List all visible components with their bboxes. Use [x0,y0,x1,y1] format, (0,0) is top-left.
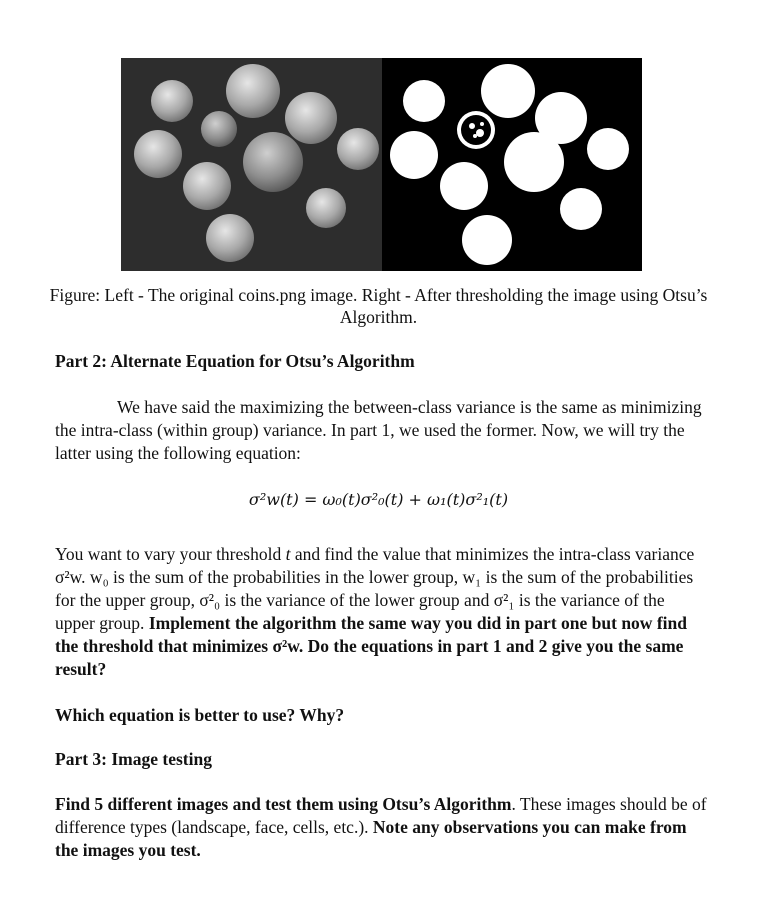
part2-heading: Part 2: Alternate Equation for Otsu’s Algorithm [55,351,415,371]
part2-body-bold: Implement the algorithm the same way you did in part one but now find the threshold that minimizes σ²w. Do the equations in part 1 and 2 give you the same result? [55,613,687,679]
part2-question: Which equation is better to use? Why? [55,705,345,725]
coins-figure [121,58,642,271]
part2-body [55,543,707,681]
figure-caption: Figure: Left - The original coins.png image. Right - After thresholding the image using Otsu’s Algorithm. [49,285,708,327]
part3-text-1: . These images should be of difference types (landscape, face, cells, etc.). [55,794,707,837]
otsu-equation: σ²w(t) = ω₀(t)σ²₀(t) + ω₁(t)σ²₁(t) [248,490,509,509]
part2-intro: We have said the maximizing the between-class variance is the same as minimizing the intra-class (within group) variance. In part 1, we used the former. Now, we will try the latter using the following equation: [55,397,702,463]
thresholded-coins-image [382,58,642,271]
part2-body-text-1: You want to vary your threshold [55,544,286,564]
part2-body-text-2: and find the value that minimizes the intra-class variance σ²w. w₀ is the sum of the probabilities in the lower group, w₁ is the sum of the probabilities for the upper group, σ²₀ is the variance of the lower group and σ²₁ is the variance of the upper group. [55,544,695,633]
part3-bold-1: Find 5 different images and test them using Otsu’s Algorithm [55,794,512,814]
part3-bold-2: Note any observations you can make from the images you test. [55,817,687,860]
threshold-variable: t [285,544,291,564]
original-coins-image [121,58,382,271]
part3-body [55,793,707,862]
part3-heading: Part 3: Image testing [55,749,212,769]
